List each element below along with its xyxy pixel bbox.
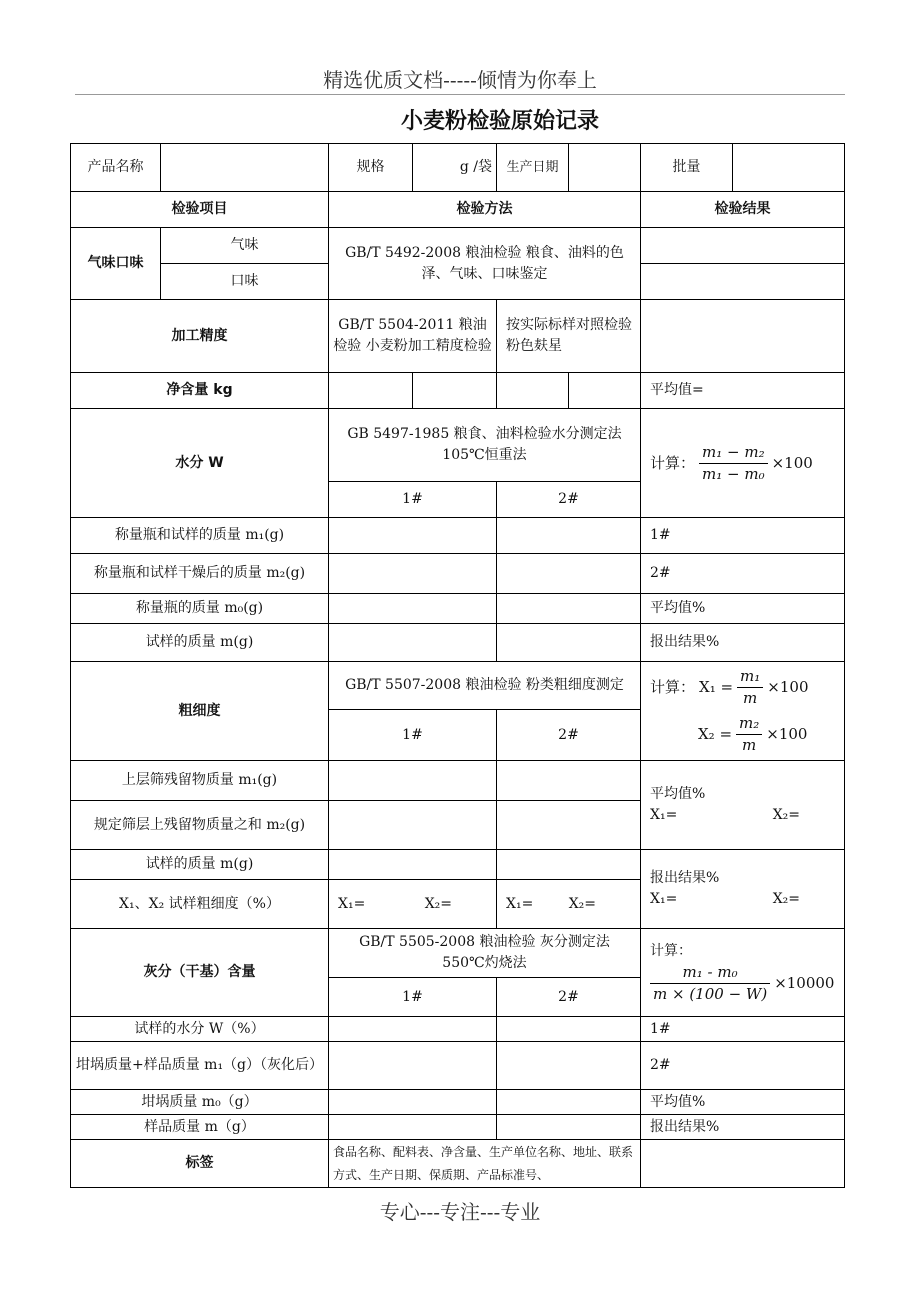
smell-taste-label: 气味口味 [71, 228, 161, 300]
net-cell-3[interactable] [497, 373, 569, 409]
moisture-res-1: 1# [641, 518, 845, 554]
moisture-1-s1[interactable] [329, 518, 497, 554]
net-cell-2[interactable] [413, 373, 497, 409]
spec-label: 规格 [329, 144, 413, 192]
net-cell-4[interactable] [569, 373, 641, 409]
moisture-res-2: 2# [641, 554, 845, 594]
moisture-1-s2[interactable] [497, 518, 641, 554]
fineness-report: 报出结果% X₁= X₂= [641, 850, 845, 929]
moisture-4-s1[interactable] [329, 624, 497, 662]
moisture-row-3: 称量瓶的质量 m₀(g) [71, 594, 329, 624]
inspection-record-table [70, 143, 845, 1188]
fineness-row-3: 试样的质量 m(g) [71, 850, 329, 880]
fineness-2-s2[interactable] [497, 801, 641, 850]
smell-result[interactable] [641, 228, 845, 264]
net-avg: 平均值= [641, 373, 845, 409]
moisture-row-1: 称量瓶和试样的质量 m₁(g) [71, 518, 329, 554]
col-result: 检验结果 [641, 192, 845, 228]
precision-label: 加工精度 [71, 300, 329, 373]
moisture-2-s2[interactable] [497, 554, 641, 594]
prod-date-value[interactable] [569, 144, 641, 192]
page-title: 小麦粉检验原始记录 [400, 109, 599, 134]
label-result[interactable] [641, 1140, 845, 1188]
moisture-row-2: 称量瓶和试样干燥后的质量 m₂(g) [71, 554, 329, 594]
page-header: 精选优质文档-----倾情为你奉上 [323, 68, 597, 92]
smell-method: GB/T 5492-2008 粮油检验 粮食、油料的色泽、气味、口味鉴定 [329, 228, 641, 300]
ash-1-s1[interactable] [329, 1017, 497, 1042]
ash-3-s1[interactable] [329, 1090, 497, 1115]
ash-row-4: 样品质量 m（g） [71, 1115, 329, 1140]
ash-1-s2[interactable] [497, 1017, 641, 1042]
page-footer: 专心---专注---专业 [379, 1200, 541, 1224]
moisture-2-s1[interactable] [329, 554, 497, 594]
precision-method-2: 按实际标样对照检验粉色麸星 [497, 300, 641, 373]
moisture-sample-1: 1# [329, 482, 497, 518]
taste-result[interactable] [641, 264, 845, 300]
ash-method-line2: 550℃灼烧法 [442, 955, 527, 971]
ash-row-1: 试样的水分 W（%） [71, 1017, 329, 1042]
product-name-label: 产品名称 [71, 144, 161, 192]
moisture-sample-2: 2# [497, 482, 641, 518]
fineness-row-2: 规定筛层上残留物质量之和 m₂(g) [71, 801, 329, 850]
label-content: 食品名称、配料表、净含量、生产单位名称、地址、联系方式、生产日期、保质期、产品标准号、 [329, 1140, 641, 1188]
fineness-sample-1: 1# [329, 710, 497, 761]
ash-4-s1[interactable] [329, 1115, 497, 1140]
ash-4-s2[interactable] [497, 1115, 641, 1140]
ash-sample-2: 2# [497, 978, 641, 1017]
ash-method-line1: GB/T 5505-2008 粮油检验 灰分测定法 [359, 934, 610, 950]
fineness-row-1: 上层筛残留物质量 m₁(g) [71, 761, 329, 801]
moisture-3-s1[interactable] [329, 594, 497, 624]
fineness-fraction-1: $\frac{\text{m₁}}{m}$ [737, 666, 763, 709]
fineness-3-s2[interactable] [497, 850, 641, 880]
fineness-1-s1[interactable] [329, 761, 497, 801]
ash-method [329, 929, 641, 978]
moisture-formula: 计算： $\frac{\text{m₁ − m₂}}{\text{m₁ − m₀}}$ ×100 [641, 409, 845, 518]
fineness-method: GB/T 5507-2008 粮油检验 粉类粗细度测定 [329, 662, 641, 710]
fineness-label: 粗细度 [71, 662, 329, 761]
ash-2-s2[interactable] [497, 1042, 641, 1090]
fineness-1-s2[interactable] [497, 761, 641, 801]
fineness-x-s2[interactable]: X₁= X₂= [497, 880, 641, 929]
moisture-row-4: 试样的质量 m(g) [71, 624, 329, 662]
net-cell-1[interactable] [329, 373, 413, 409]
precision-method: GB/T 5504-2011 粮油检验 小麦粉加工精度检验 [329, 300, 497, 373]
fineness-row-4: X₁、X₂ 试样粗细度（%） [71, 880, 329, 929]
moisture-4-s2[interactable] [497, 624, 641, 662]
ash-res-2: 2# [641, 1042, 845, 1090]
prod-date-label: 生产日期 [497, 144, 569, 192]
ash-label: 灰分（干基）含量 [71, 929, 329, 1017]
moisture-method [329, 409, 641, 482]
ash-2-s1[interactable] [329, 1042, 497, 1090]
moisture-res-4: 报出结果% [641, 624, 845, 662]
fineness-formula: 计算： X₁ = $\frac{\text{m₁}}{m}$ ×100 X₂ = $\frac{\text{m₂}}{m}$ ×100 [641, 662, 845, 761]
moisture-res-3: 平均值% [641, 594, 845, 624]
col-method: 检验方法 [329, 192, 641, 228]
moisture-3-s2[interactable] [497, 594, 641, 624]
ash-row-3: 坩埚质量 m₀（g） [71, 1090, 329, 1115]
col-item: 检验项目 [71, 192, 329, 228]
fineness-avg: 平均值% X₁= X₂= [641, 761, 845, 850]
ash-res-3: 平均值% [641, 1090, 845, 1115]
taste-label: 口味 [161, 264, 329, 300]
moisture-label: 水分 W [71, 409, 329, 518]
fineness-x-s1[interactable]: X₁= X₂= [329, 880, 497, 929]
ash-sample-1: 1# [329, 978, 497, 1017]
batch-label: 批量 [641, 144, 733, 192]
ash-formula: 计算： $\frac{\text{m₁ - m₀}}{m \times (100 - W)}$ ×10000 [641, 929, 845, 1017]
ash-res-1: 1# [641, 1017, 845, 1042]
ash-res-4: 报出结果% [641, 1115, 845, 1140]
product-name-value[interactable] [161, 144, 329, 192]
fineness-2-s1[interactable] [329, 801, 497, 850]
fineness-fraction-2: $\frac{\text{m₂}}{m}$ [736, 713, 762, 756]
smell-label: 气味 [161, 228, 329, 264]
label-label: 标签 [71, 1140, 329, 1188]
ash-row-2: 坩埚质量+样品质量 m₁（g）（灰化后） [71, 1042, 329, 1090]
fineness-sample-2: 2# [497, 710, 641, 761]
ash-fraction: $\frac{\text{m₁ - m₀}}{m \times (100 - W)}$ [650, 962, 770, 1005]
moisture-fraction: $\frac{\text{m₁ − m₂}}{\text{m₁ − m₀}}$ [699, 442, 768, 485]
ash-3-s2[interactable] [497, 1090, 641, 1115]
batch-value[interactable] [733, 144, 845, 192]
fineness-3-s1[interactable] [329, 850, 497, 880]
moisture-method-line1: GB 5497-1985 粮食、油料检验水分测定法 [347, 426, 622, 442]
precision-result[interactable] [641, 300, 845, 373]
header-divider [75, 94, 845, 95]
moisture-method-line2: 105℃恒重法 [442, 447, 527, 463]
net-content-label: 净含量 kg [71, 373, 329, 409]
spec-value[interactable]: g /袋 [413, 144, 497, 192]
